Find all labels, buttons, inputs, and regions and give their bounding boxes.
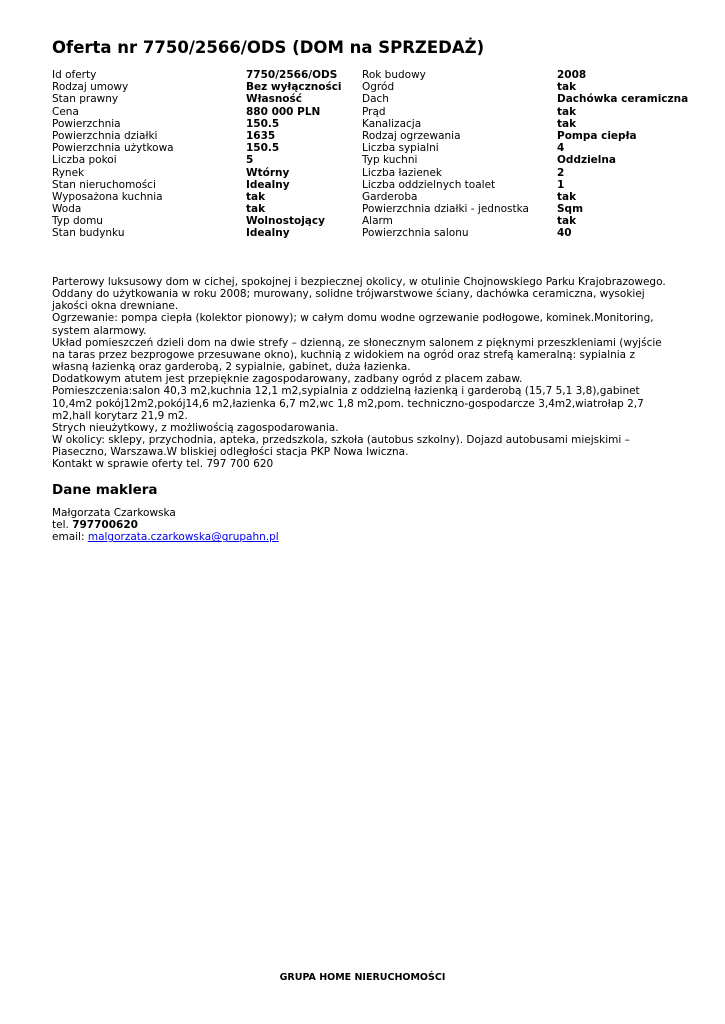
- property-value: Wtórny: [246, 166, 290, 179]
- property-label: Ogród: [362, 81, 395, 94]
- agent-email-label: email:: [52, 531, 85, 544]
- property-value: 150.5: [246, 142, 280, 155]
- footer-company-name: GRUPA HOME NIERUCHOMOŚCI: [279, 972, 446, 983]
- property-value: 7750/2566/ODS: [246, 69, 338, 81]
- property-label: Dach: [362, 93, 389, 106]
- agent-contact: [52, 507, 279, 544]
- property-label: Wyposażona kuchnia: [52, 190, 163, 203]
- property-value: 1635: [246, 129, 276, 142]
- property-label: Powierzchnia użytkowa: [52, 142, 174, 155]
- property-value: tak: [557, 117, 577, 130]
- property-value: Oddzielna: [557, 154, 616, 167]
- description-paragraph: Dodatkowym atutem jest przepięknie zagospodarowany, zadbany ogród z placem zabaw.: [52, 373, 523, 386]
- property-label: Stan budynku: [52, 227, 125, 240]
- agent-email-link[interactable]: malgorzata.czarkowska@grupahn.pl: [87, 531, 279, 544]
- description-paragraph: Pomieszczenia:salon 40,3 m2,kuchnia 12,1 m2,sypialnia z oddzielną łazienką i garderobą (15,7 5,1 3,8),gabinet 10,4m2 pokój12m2,pokój14,6 m2,łazienka 6,7 m2,wc 1,8 m2,pom. techniczno-gospodarcze 3,4m2,wiatrołap 2,7 m2,hall korytarz 21,9 m2.: [52, 385, 644, 422]
- property-value: tak: [557, 215, 577, 228]
- property-label: Cena: [52, 105, 79, 118]
- agent-phone: 797700620: [72, 519, 138, 532]
- property-value: Idealny: [246, 227, 290, 240]
- description-paragraph: Strych nieużytkowy, z możliwością zagospodarowania.: [52, 421, 339, 434]
- property-value: Pompa ciepła: [557, 129, 637, 142]
- property-label: Rodzaj ogrzewania: [362, 129, 461, 142]
- property-label: Powierzchnia: [52, 117, 121, 130]
- property-label: Woda: [52, 203, 82, 216]
- right-values-column: [557, 69, 688, 240]
- property-value: 4: [557, 142, 565, 155]
- agent-email-line: [52, 531, 279, 543]
- property-label: Typ kuchni: [362, 154, 418, 167]
- property-label: Garderoba: [362, 190, 418, 203]
- page-title: Oferta nr 7750/2566/ODS (DOM na SPRZEDAŻ): [52, 38, 485, 57]
- left-values-column: [246, 69, 342, 240]
- agent-phone-label: tel.: [52, 519, 69, 532]
- property-label: Alarm: [362, 215, 393, 228]
- property-value: 880 000 PLN: [246, 105, 321, 118]
- property-value: tak: [557, 81, 577, 94]
- property-label: Powierzchnia działki - jednostka: [362, 203, 529, 216]
- property-value: 5: [246, 154, 254, 167]
- property-label: Rodzaj umowy: [52, 81, 129, 94]
- property-label: Stan nieruchomości: [52, 178, 156, 191]
- agent-name: Małgorzata Czarkowska: [52, 507, 176, 519]
- property-value: 150.5: [246, 117, 280, 130]
- description-paragraph: Parterowy luksusowy dom w cichej, spokojnej i bezpiecznej okolicy, w otulinie Chojnowskiego Parku Krajobrazowego.: [52, 276, 666, 288]
- property-label: Typ domu: [52, 215, 103, 228]
- description-paragraph: W okolicy: sklepy, przychodnia, apteka, przedszkola, szkoła (autobus szkolny). Dojazd autobusami miejskimi – Piaseczno, Warszawa.W bliskiej odległości stacja PKP Nowa Iwiczna.: [52, 434, 630, 459]
- offer-description: [52, 276, 674, 471]
- left-labels-column: [52, 69, 174, 240]
- agent-phone-line: [52, 519, 279, 531]
- property-value: Bez wyłączności: [246, 81, 342, 94]
- property-value: 40: [557, 227, 572, 240]
- property-label: Id oferty: [52, 69, 97, 81]
- description-paragraph: Kontakt w sprawie oferty tel. 797 700 620: [52, 458, 274, 471]
- property-label: Liczba sypialni: [362, 142, 439, 155]
- property-value: 2008: [557, 69, 587, 81]
- property-label: Powierzchnia salonu: [362, 227, 469, 240]
- property-value: tak: [246, 190, 266, 203]
- description-paragraph: Układ pomieszczeń dzieli dom na dwie strefy – dzienną, ze słonecznym salonem z pięknymi przeszkleniami (wyjście na taras przez bezprogowe przesuwane okno), kuchnią z widokiem na ogród oraz strefą kameralną: sypialnia z własną łazienką oraz garderobą, 2 sypialnie, gabinet, duża łazienka.: [52, 336, 662, 374]
- property-label: Powierzchnia działki: [52, 129, 158, 142]
- property-label: Rynek: [52, 166, 85, 179]
- property-value: 2: [557, 166, 565, 179]
- description-paragraph: Ogrzewanie: pompa ciepła (kolektor pionowy); w całym domu wodne ogrzewanie podłogowe, kominek.Monitoring, system alarmowy.: [52, 312, 654, 337]
- property-value: Sqm: [557, 203, 584, 216]
- description-paragraph: Oddany do użytkowania w roku 2008; murowany, solidne trójwarstwowe ściany, dachówka ceramiczna, wysokiej jakości okna drewniane.: [52, 288, 645, 313]
- property-value: 1: [557, 178, 565, 191]
- agent-section-heading: Dane maklera: [52, 482, 158, 498]
- property-value: tak: [557, 105, 577, 118]
- property-label: Liczba oddzielnych toalet: [362, 178, 496, 191]
- property-label: Stan prawny: [52, 93, 119, 106]
- property-value: Wolnostojący: [246, 215, 325, 228]
- property-value: Własność: [246, 93, 302, 106]
- property-value: tak: [246, 203, 266, 216]
- right-labels-column: [362, 69, 529, 240]
- property-label: Prąd: [362, 105, 386, 118]
- property-value: Dachówka ceramiczna: [557, 93, 689, 106]
- property-value: Idealny: [246, 178, 290, 191]
- property-value: tak: [557, 190, 577, 203]
- property-label: Liczba pokoi: [52, 154, 117, 167]
- property-label: Rok budowy: [362, 69, 426, 81]
- property-label: Liczba łazienek: [362, 166, 442, 179]
- property-label: Kanalizacja: [362, 117, 422, 130]
